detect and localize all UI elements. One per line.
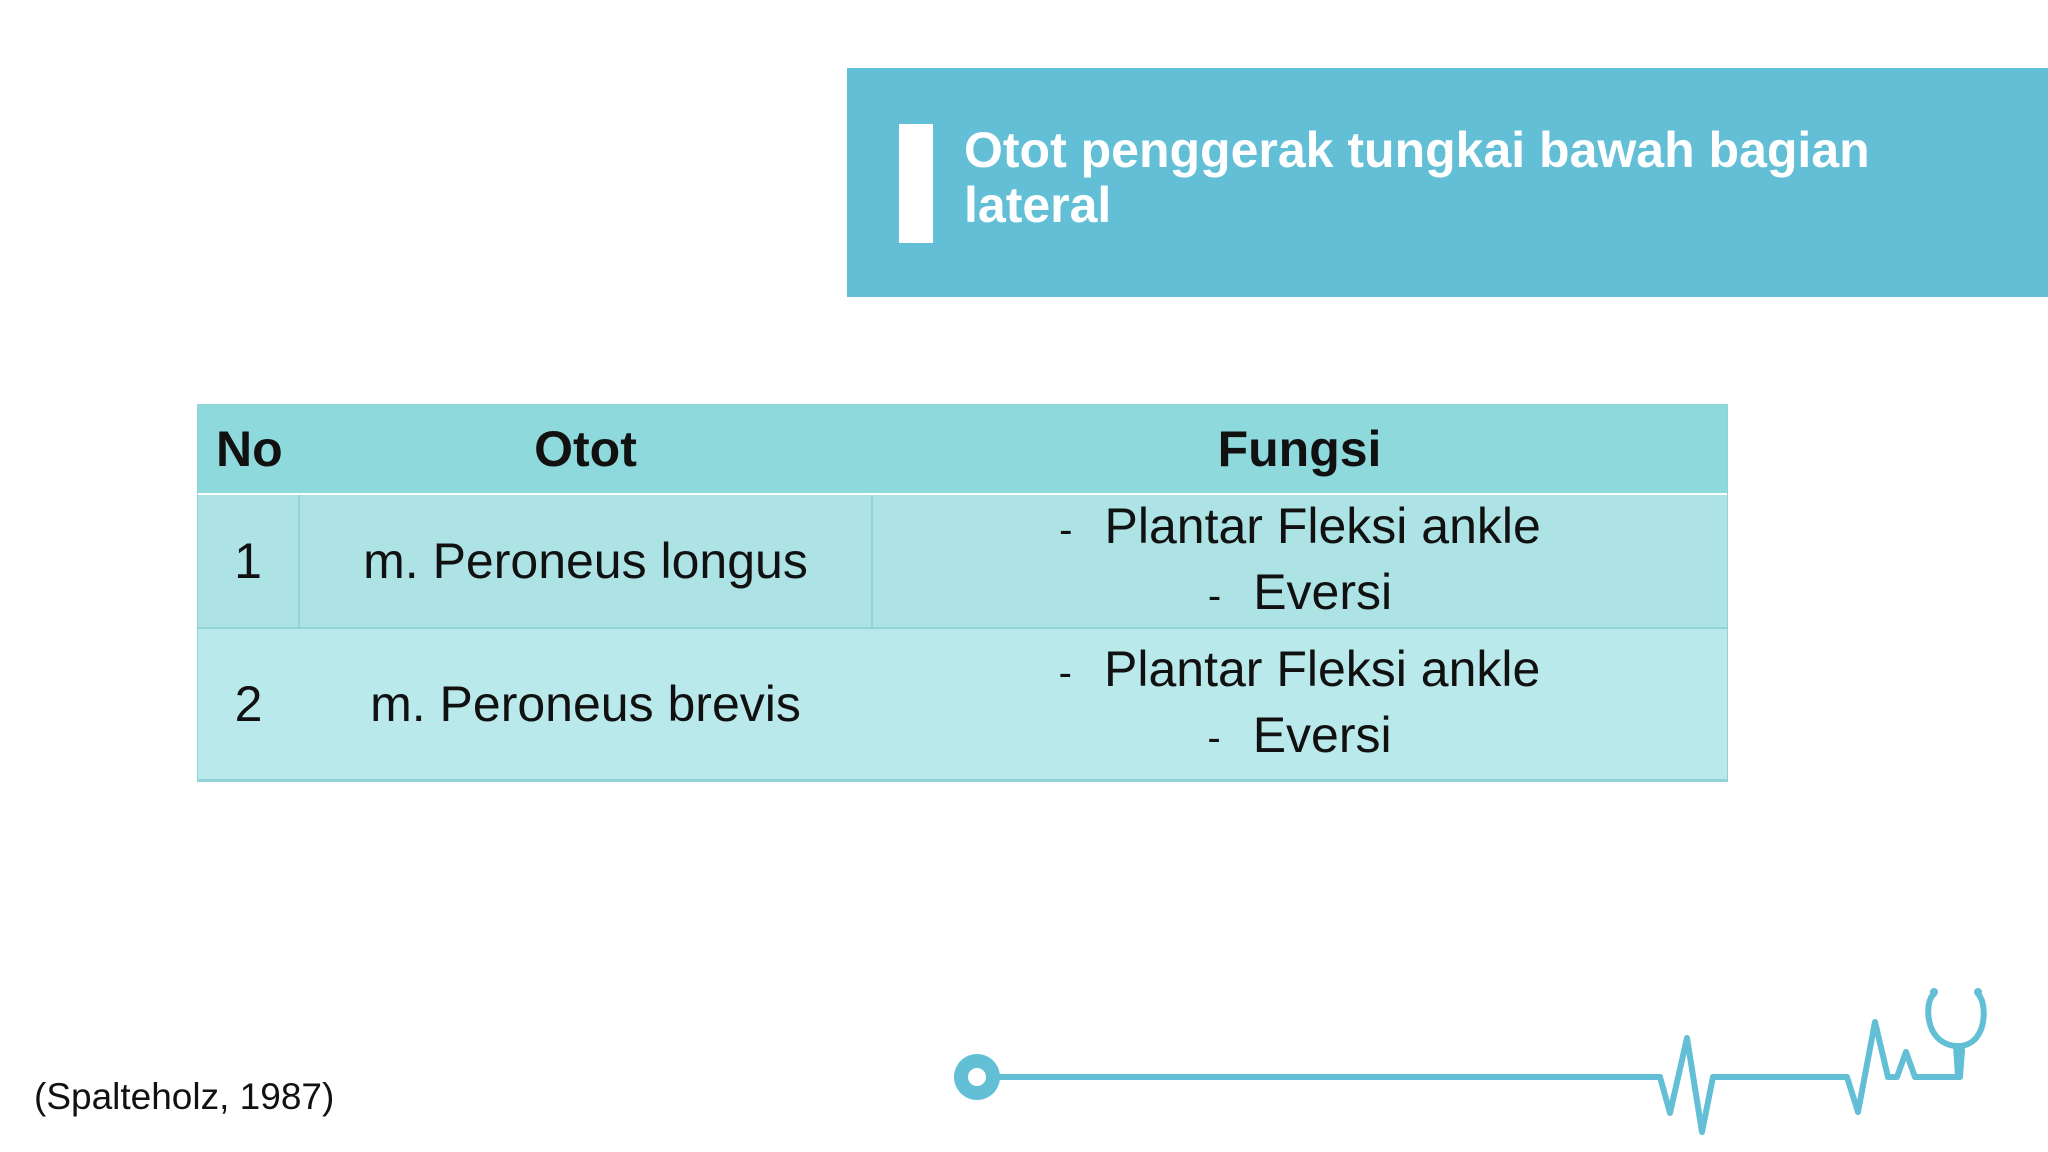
muscle-table (198, 405, 1727, 781)
function-text: Plantar Fleksi ankle (1104, 498, 1541, 554)
function-cell (872, 494, 1727, 628)
bullet-dash: - (1059, 507, 1073, 552)
table-row (198, 494, 1727, 628)
title-banner (847, 68, 2048, 297)
function-item (873, 495, 1727, 561)
title-accent-bar (899, 124, 933, 243)
slide-title: Otot penggerak tungkai bawah bagian lateral (964, 122, 1870, 233)
header-function: Fungsi (872, 405, 1727, 494)
table-row (198, 628, 1727, 780)
function-text: Eversi (1252, 706, 1392, 763)
row-number: 2 (198, 628, 299, 780)
ecg-stethoscope-icon (940, 980, 2000, 1140)
muscle-name: m. Peroneus longus (299, 494, 872, 628)
row-number: 1 (198, 494, 299, 628)
citation: (Spalteholz, 1987) (34, 1076, 335, 1117)
function-text: Plantar Fleksi ankle (1104, 640, 1541, 697)
function-item (873, 561, 1727, 627)
header-muscle: Otot (299, 405, 872, 494)
bullet-dash: - (1207, 716, 1221, 761)
function-item (872, 704, 1727, 770)
header-no: No (198, 405, 299, 494)
function-item (872, 638, 1727, 704)
function-cell (872, 628, 1727, 780)
bullet-dash: - (1058, 650, 1072, 695)
table-header-row (198, 405, 1727, 494)
bullet-dash: - (1207, 573, 1222, 618)
function-text: Eversi (1253, 563, 1393, 620)
muscle-name: m. Peroneus brevis (299, 628, 872, 780)
